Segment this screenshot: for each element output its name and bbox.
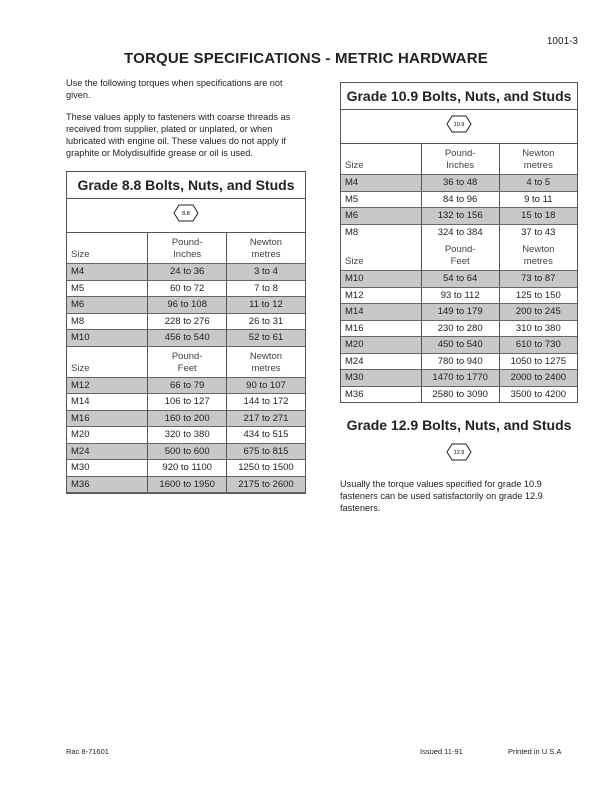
header-torque-unit (148, 233, 227, 264)
cell-imperial: 2580 to 3090 (421, 386, 499, 402)
header-size: Size (345, 160, 364, 171)
cell-size: M14 (71, 396, 90, 408)
cell-newton-metres: 7 to 8 (226, 280, 305, 297)
cell-size: M6 (67, 297, 148, 314)
cell-newton-metres: 90 to 107 (226, 377, 305, 394)
page-number: 1001-3 (546, 36, 578, 47)
cell-imperial: 160 to 200 (148, 410, 227, 427)
table-row (341, 304, 577, 321)
header-torque-unit (421, 144, 499, 175)
table-row (67, 297, 305, 314)
hex-label: 10.9 (453, 122, 465, 128)
cell-size: M14 (341, 304, 421, 321)
table-row (67, 394, 305, 411)
table-row (341, 287, 577, 304)
cell-size: M36 (67, 476, 148, 493)
table-row (341, 224, 577, 240)
header-line: Newton (522, 148, 555, 159)
footer-printed: Printed in U.S.A (508, 747, 562, 756)
cell-imperial: 228 to 276 (148, 313, 227, 330)
cell-newton-metres: 675 to 815 (226, 443, 305, 460)
header-line: metres (251, 249, 281, 260)
cell-imperial: 1600 to 1950 (148, 476, 227, 493)
header-metric-unit (499, 240, 577, 271)
header-metric-unit (499, 144, 577, 175)
grade-12-9-note: Usually the torque values specified for grade 10.9 fasteners can be used satisfactorily on grade 12.9 fasteners. (340, 479, 543, 513)
cell-imperial: 36 to 48 (421, 175, 499, 192)
table-row (341, 337, 577, 354)
cell-size: M20 (341, 337, 421, 354)
cell-newton-metres: 144 to 172 (226, 394, 305, 411)
cell-size: M4 (341, 175, 421, 192)
grade-12-9-hex-icon (340, 443, 578, 466)
cell-newton-metres: 11 to 12 (226, 297, 305, 314)
header-line: metres (523, 160, 553, 171)
cell-newton-metres: 73 to 87 (499, 271, 577, 288)
intro-text: Use the following torques when specifications are not given. (66, 78, 283, 100)
header-line: Inches (173, 249, 202, 260)
table-row (67, 460, 305, 477)
hex-label: 12.9 (453, 450, 465, 456)
cell-imperial: 66 to 79 (148, 377, 227, 394)
header-line: Feet (450, 256, 470, 267)
table-header-row (67, 346, 305, 377)
cell-newton-metres: 37 to 43 (499, 224, 577, 240)
table-row (67, 313, 305, 330)
cell-size: M30 (71, 462, 90, 474)
cell-imperial: 106 to 127 (148, 394, 227, 411)
cell-imperial: 96 to 108 (148, 297, 227, 314)
cell-newton-metres: 26 to 31 (226, 313, 305, 330)
table-row (67, 427, 305, 444)
header-metric-unit (226, 346, 305, 377)
table-row (67, 330, 305, 347)
grade-8-8-table (66, 171, 306, 494)
header-line: Pound- (444, 148, 476, 159)
table-row (67, 443, 305, 460)
header-line: metres (251, 362, 281, 374)
header-line: Pound- (171, 350, 203, 362)
cell-imperial: 450 to 540 (421, 337, 499, 354)
footer-doc-number: Rac 8-71601 (66, 747, 109, 756)
header-line: Newton (522, 244, 555, 255)
cell-newton-metres: 4 to 5 (499, 175, 577, 192)
cell-newton-metres: 2175 to 2600 (226, 476, 305, 493)
cell-imperial: 456 to 540 (148, 330, 227, 347)
table-row (341, 386, 577, 402)
cell-imperial: 149 to 179 (421, 304, 499, 321)
grade-10-9-table (340, 82, 578, 403)
cell-imperial: 93 to 112 (421, 287, 499, 304)
table-row (341, 191, 577, 208)
header-line: Pound- (171, 237, 203, 248)
cell-newton-metres: 3 to 4 (226, 264, 305, 281)
header-size: Size (345, 256, 364, 267)
header-line: Feet (177, 362, 197, 374)
cell-imperial: 1470 to 1770 (421, 370, 499, 387)
cell-size: M4 (67, 264, 148, 281)
grade-hex-icon (446, 115, 472, 138)
header-line: metres (523, 256, 553, 267)
cell-imperial: 60 to 72 (148, 280, 227, 297)
grade-12-9-caption: Grade 12.9 Bolts, Nuts, and Studs (346, 417, 572, 433)
table-row (67, 280, 305, 297)
cell-size: M6 (341, 208, 421, 225)
header-line: Newton (249, 237, 283, 248)
cell-imperial: 500 to 600 (148, 443, 227, 460)
cell-newton-metres: 217 to 271 (226, 410, 305, 427)
cell-size: M16 (345, 322, 364, 334)
table-row (341, 353, 577, 370)
cell-size: M24 (345, 355, 364, 367)
cell-newton-metres: 9 to 11 (499, 191, 577, 208)
table-row (67, 476, 305, 493)
cell-newton-metres: 1050 to 1275 (499, 353, 577, 370)
cell-newton-metres: 610 to 730 (499, 337, 577, 354)
table-header-row (67, 233, 305, 264)
table-row (67, 264, 305, 281)
cell-newton-metres: 310 to 380 (499, 320, 577, 337)
table-row (341, 370, 577, 387)
cell-size: M5 (71, 282, 85, 294)
table-row (67, 410, 305, 427)
cell-newton-metres: 1250 to 1500 (226, 460, 305, 477)
table-row (341, 175, 577, 192)
right-column (340, 82, 578, 514)
cell-size: M12 (67, 377, 148, 394)
cell-size: M8 (71, 315, 85, 327)
cell-newton-metres: 3500 to 4200 (499, 386, 577, 402)
cell-imperial: 320 to 380 (148, 427, 227, 444)
cell-size: M10 (341, 271, 421, 288)
header-line: Pound- (444, 244, 476, 255)
cell-size: M30 (341, 370, 421, 387)
cell-newton-metres: 15 to 18 (499, 208, 577, 225)
table-row (341, 320, 577, 337)
header-size: Size (71, 362, 90, 374)
cell-size: M8 (345, 226, 359, 238)
cell-size: M36 (345, 388, 364, 400)
table-caption: Grade 10.9 Bolts, Nuts, and Studs (341, 83, 577, 110)
left-column (66, 77, 306, 494)
table-row (341, 208, 577, 225)
cell-size: M10 (67, 330, 148, 347)
cell-newton-metres: 434 to 515 (226, 427, 305, 444)
cell-imperial: 920 to 1100 (148, 460, 227, 477)
cell-newton-metres: 125 to 150 (499, 287, 577, 304)
table-header-row (341, 144, 577, 175)
cell-newton-metres: 2000 to 2400 (499, 370, 577, 387)
cell-newton-metres: 52 to 61 (226, 330, 305, 347)
cell-imperial: 324 to 384 (421, 224, 499, 240)
intro-paragraph: These values apply to fasteners with coarse threads as received from supplier, plated or unplated, or when lubricated with engine oil. These values do not apply if graphite or Molydisulfide grease or oil is used. (66, 112, 291, 158)
header-line: Newton (249, 350, 283, 362)
grade-hex-icon (173, 204, 199, 227)
footer-issued: Issued 11-91 (420, 747, 463, 756)
header-torque-unit (148, 346, 227, 377)
cell-imperial: 780 to 940 (421, 353, 499, 370)
cell-size: M24 (67, 443, 148, 460)
header-metric-unit (226, 233, 305, 264)
cell-imperial: 84 to 96 (421, 191, 499, 208)
cell-newton-metres: 200 to 245 (499, 304, 577, 321)
table-caption: Grade 8.8 Bolts, Nuts, and Studs (67, 172, 305, 199)
cell-imperial: 132 to 156 (421, 208, 499, 225)
header-torque-unit (421, 240, 499, 271)
cell-imperial: 24 to 36 (148, 264, 227, 281)
table-row (341, 271, 577, 288)
cell-imperial: 54 to 64 (421, 271, 499, 288)
cell-imperial: 230 to 280 (421, 320, 499, 337)
table-row (67, 377, 305, 394)
hex-label: 8.8 (182, 211, 190, 217)
table-header-row (341, 240, 577, 271)
page-title: TORQUE SPECIFICATIONS - METRIC HARDWARE (124, 50, 488, 67)
header-line: Inches (446, 160, 475, 171)
cell-size: M5 (345, 193, 359, 205)
cell-size: M20 (71, 429, 90, 441)
header-size: Size (71, 249, 90, 260)
cell-size: M12 (345, 289, 364, 301)
cell-size: M16 (67, 410, 148, 427)
